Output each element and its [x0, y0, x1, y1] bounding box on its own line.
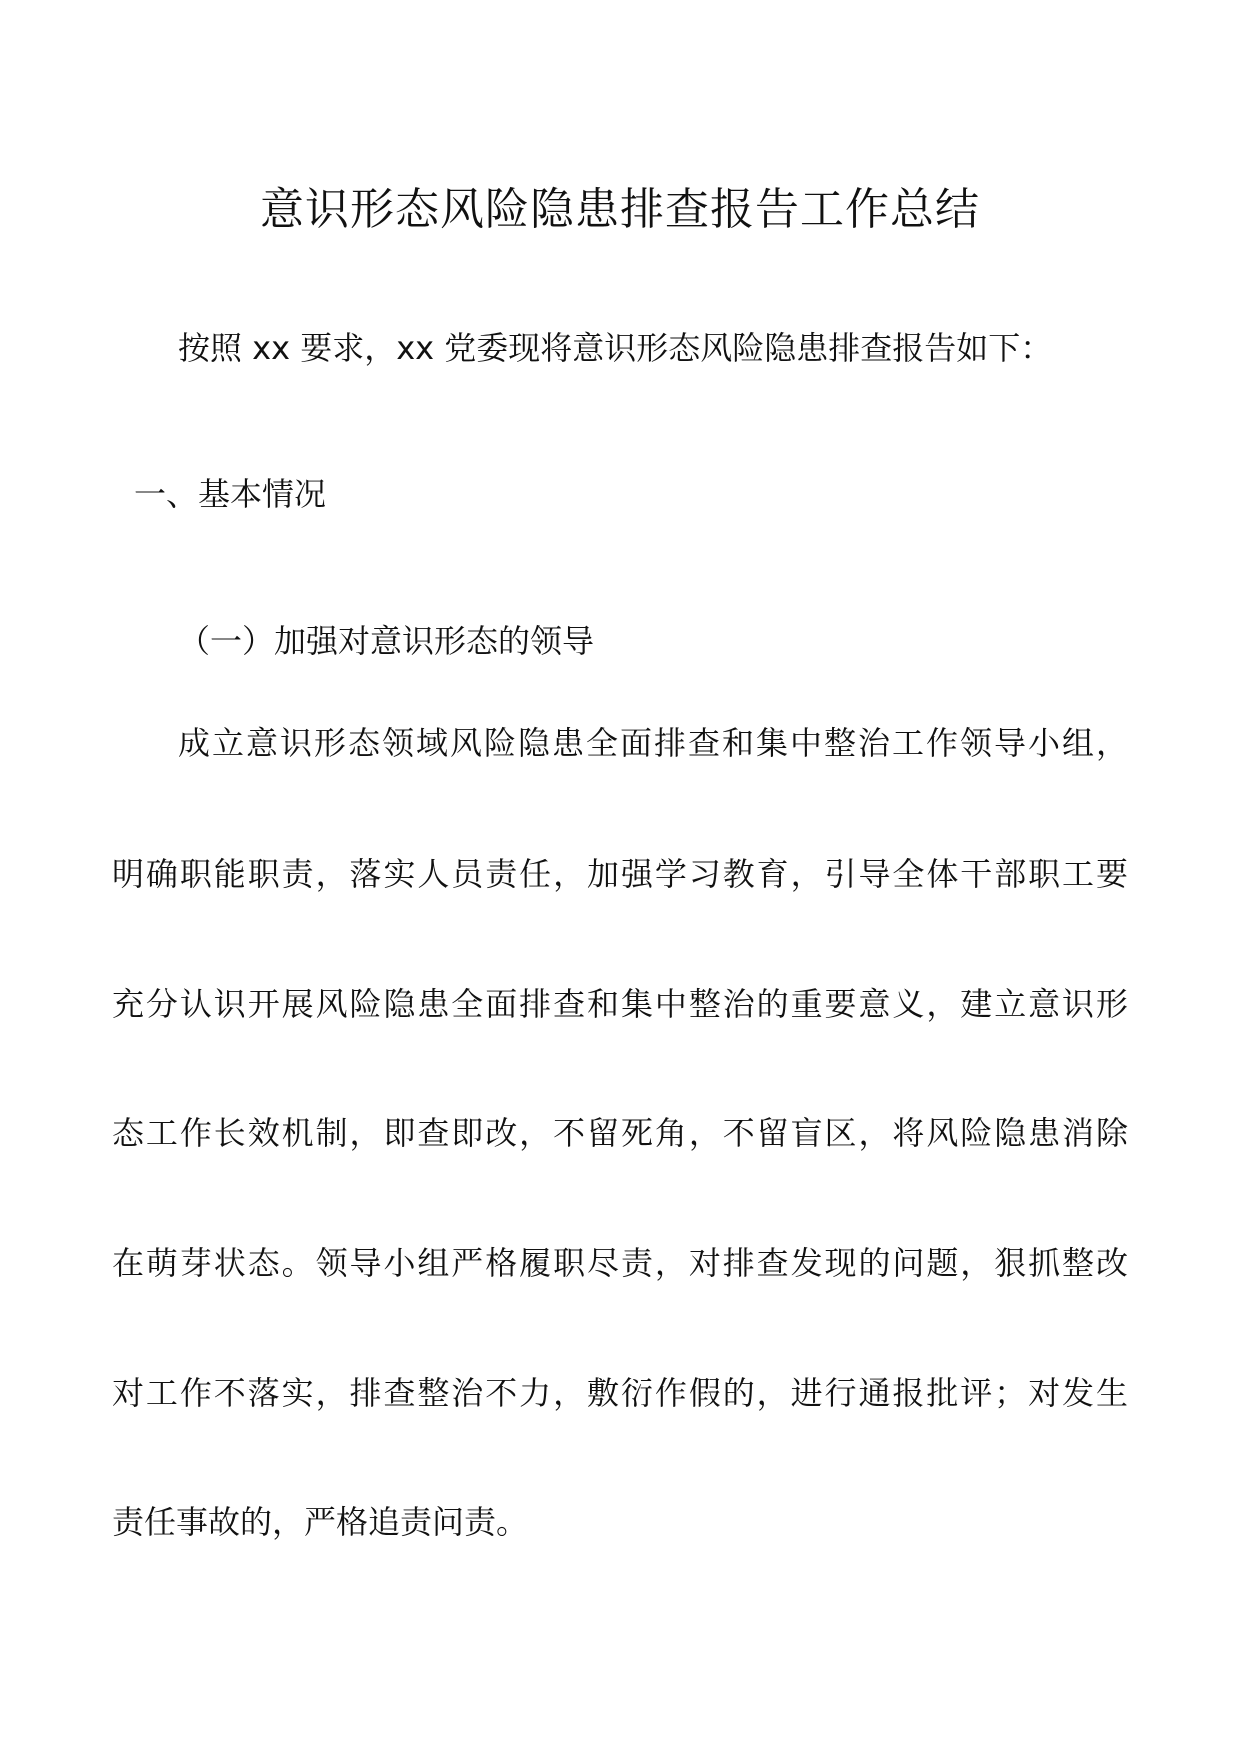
paragraph-line-4: 态工作长效机制，即查即改，不留死角，不留盲区，将风险隐患消除: [112, 1114, 1128, 1152]
intro-paragraph: 按照 xx 要求，xx 党委现将意识形态风险隐患排查报告如下：: [178, 329, 1053, 367]
section-heading-basic-situation: 一、基本情况: [134, 475, 327, 513]
paragraph-line-5: 在萌芽状态。领导小组严格履职尽责，对排查发现的问题，狠抓整改: [112, 1244, 1128, 1282]
paragraph-line-6: 对工作不落实，排查整治不力，敷衍作假的，进行通报批评；对发生: [112, 1374, 1128, 1412]
subsection-heading-leadership: （一）加强对意识形态的领导: [178, 622, 595, 660]
paragraph-line-1: 成立意识形态领域风险隐患全面排查和集中整治工作领导小组，: [178, 724, 1128, 762]
paragraph-line-2: 明确职能职责，落实人员责任，加强学习教育，引导全体干部职工要: [112, 855, 1128, 893]
document-title: 意识形态风险隐患排查报告工作总结: [260, 184, 980, 235]
paragraph-line-7: 责任事故的，严格追责问责。: [112, 1503, 529, 1541]
paragraph-line-3: 充分认识开展风险隐患全面排查和集中整治的重要意义，建立意识形: [112, 985, 1128, 1023]
